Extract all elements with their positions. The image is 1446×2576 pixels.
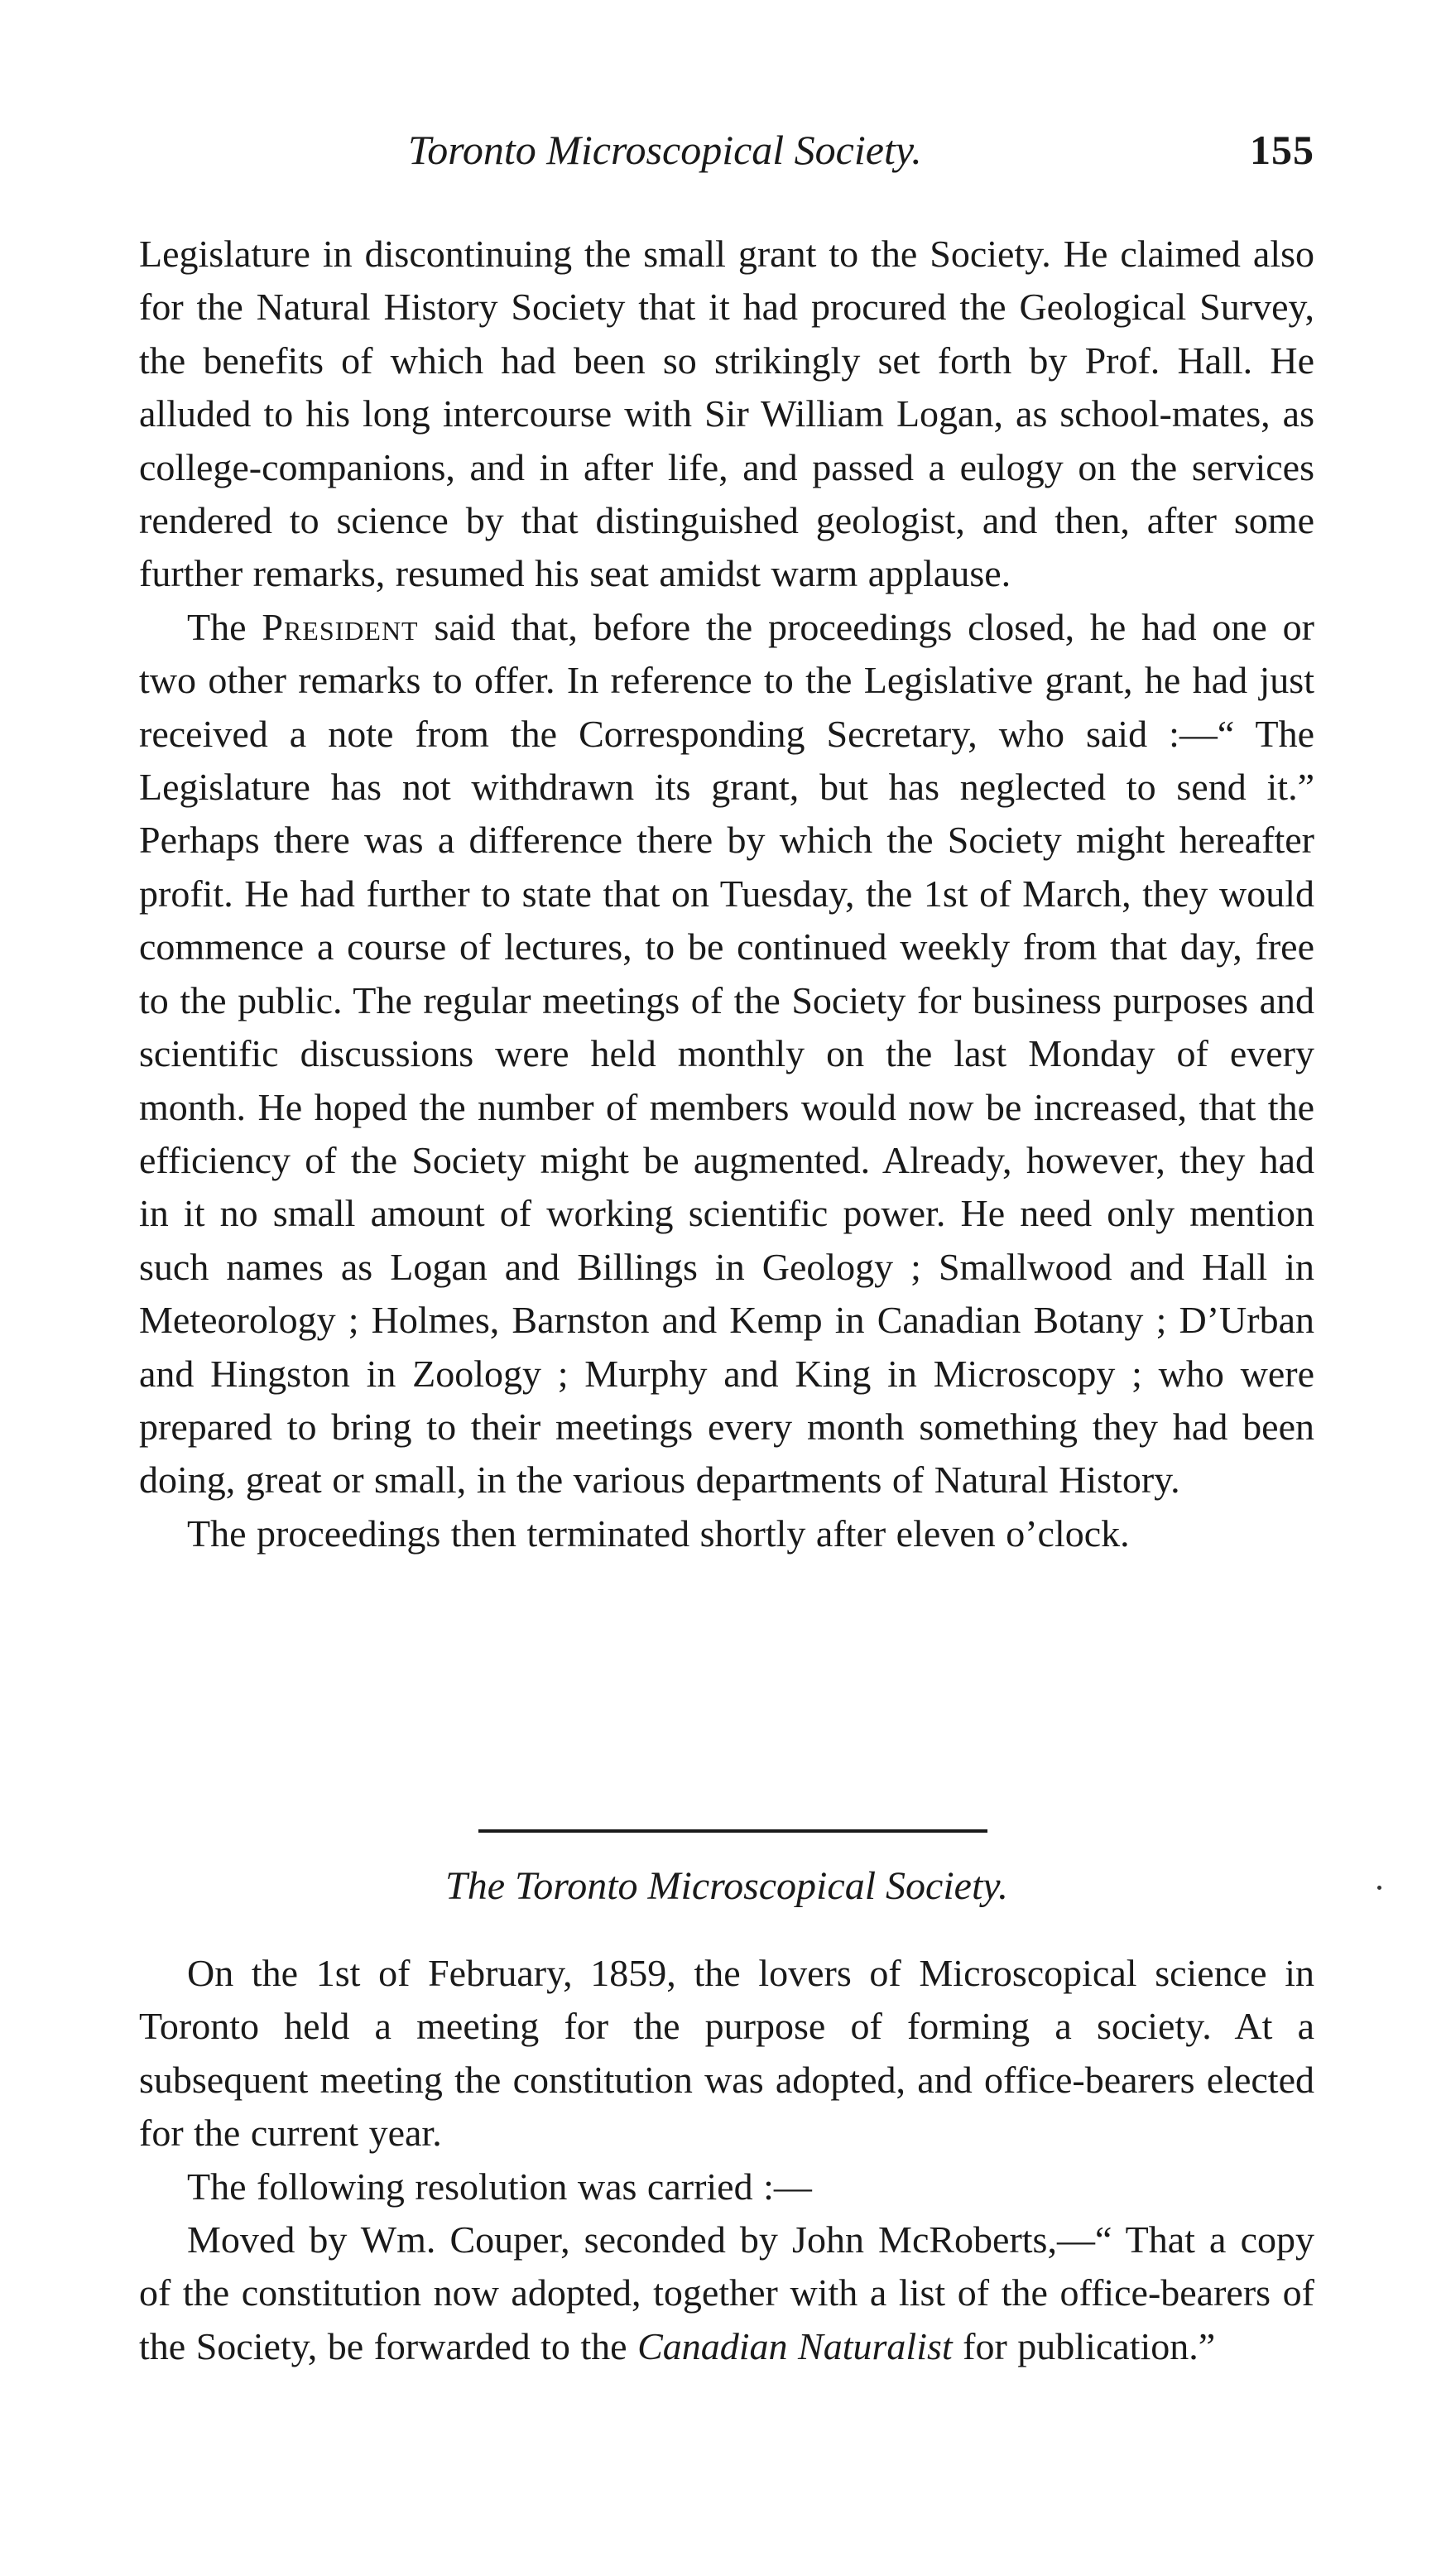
running-title: Toronto Microscopical Society.: [408, 127, 922, 173]
section-divider-rule: [478, 1829, 987, 1833]
paragraph-resolution-motion: [139, 2213, 1314, 2373]
president-small-caps: President: [262, 605, 419, 648]
paragraph-resolution-intro: [139, 2160, 1314, 2213]
paragraph-eulogy: [139, 228, 1314, 601]
section-title: The Toronto Microscopical Society.: [445, 1864, 1008, 1908]
continued-article-text: [139, 228, 1314, 1560]
paragraph-motion-end: for publication.”: [952, 2324, 1216, 2367]
paragraph-proceedings-terminated: [139, 1507, 1314, 1560]
stray-dot-mark: [1377, 1886, 1381, 1890]
paragraph-founding-text: On the 1st of February, 1859, the lovers of Microscopical science in Toronto held a meeting for the purpose of forming a society. At a subsequent meeting the constitution was adopted, and office-bearers elected for the current year.: [139, 1952, 1314, 2155]
running-head: [139, 121, 1314, 179]
paragraph-president-text: said that, before the proceedings closed, he had one or two other remarks to offer. In reference to the Legislative grant, he had just received a note from the Corresponding Secretary, who said :—“ The Legislature has not withdrawn its grant, but has neglected to send it.” Perhaps there was a difference there by which the Society might hereafter profit. He had further to state that on Tuesday, the 1st of March, they would commence a course of lectures, to be continued weekly from that day, free to the public. The regular meetings of the Society for business purposes and scientific discussions were held monthly on the last Monday of every month. He hoped the number of members would now be increased, that the efficiency of the Society might be augmented. Already, however, they had in it no small amount of working scientific power. He need only mention such names as Logan and Billings in Geology ; Smallwood and Hall in Meteorology ; Holmes, Barnston and Kemp in Canadian Botany ; D’Urban and Hingston in Zoology ; Murphy and King in Microscopy ; who were prepared to bring to their meetings every month something they had been doing, great or small, in the various departments of Natural History.: [139, 605, 1314, 1502]
paragraph-motion-text: Moved by Wm. Couper, seconded by John McRoberts,—“ That a copy of the constitution now adopted, together with a list of the office-bearers of the Society, be forwarded to the: [139, 2218, 1314, 2367]
paragraph-president-lead: The: [187, 605, 262, 648]
paragraph-eulogy-text: Legislature in discontinuing the small grant to the Society. He claimed also for the Natural History Society that it had procured the Geological Survey, the benefits of which had been so strikingly set forth by Prof. Hall. He alluded to his long intercourse with Sir William Logan, as school-mates, as college-companions, and in after life, and passed a eulogy on the services rendered to science by that distinguished geologist, and then, after some further remarks, resumed his seat amidst warm applause.: [139, 233, 1314, 595]
paragraph-founding-meeting: [139, 1947, 1314, 2160]
journal-title-italic: Canadian Naturalist: [637, 2324, 953, 2367]
paragraph-resolution-intro-text: The following resolution was carried :—: [187, 2165, 812, 2208]
paragraph-president-remarks: [139, 601, 1314, 1507]
microscopical-society-text: [139, 1947, 1314, 2373]
page-number: 155: [1250, 127, 1314, 173]
paragraph-proceedings-text: The proceedings then terminated shortly after eleven o’clock.: [187, 1511, 1130, 1555]
